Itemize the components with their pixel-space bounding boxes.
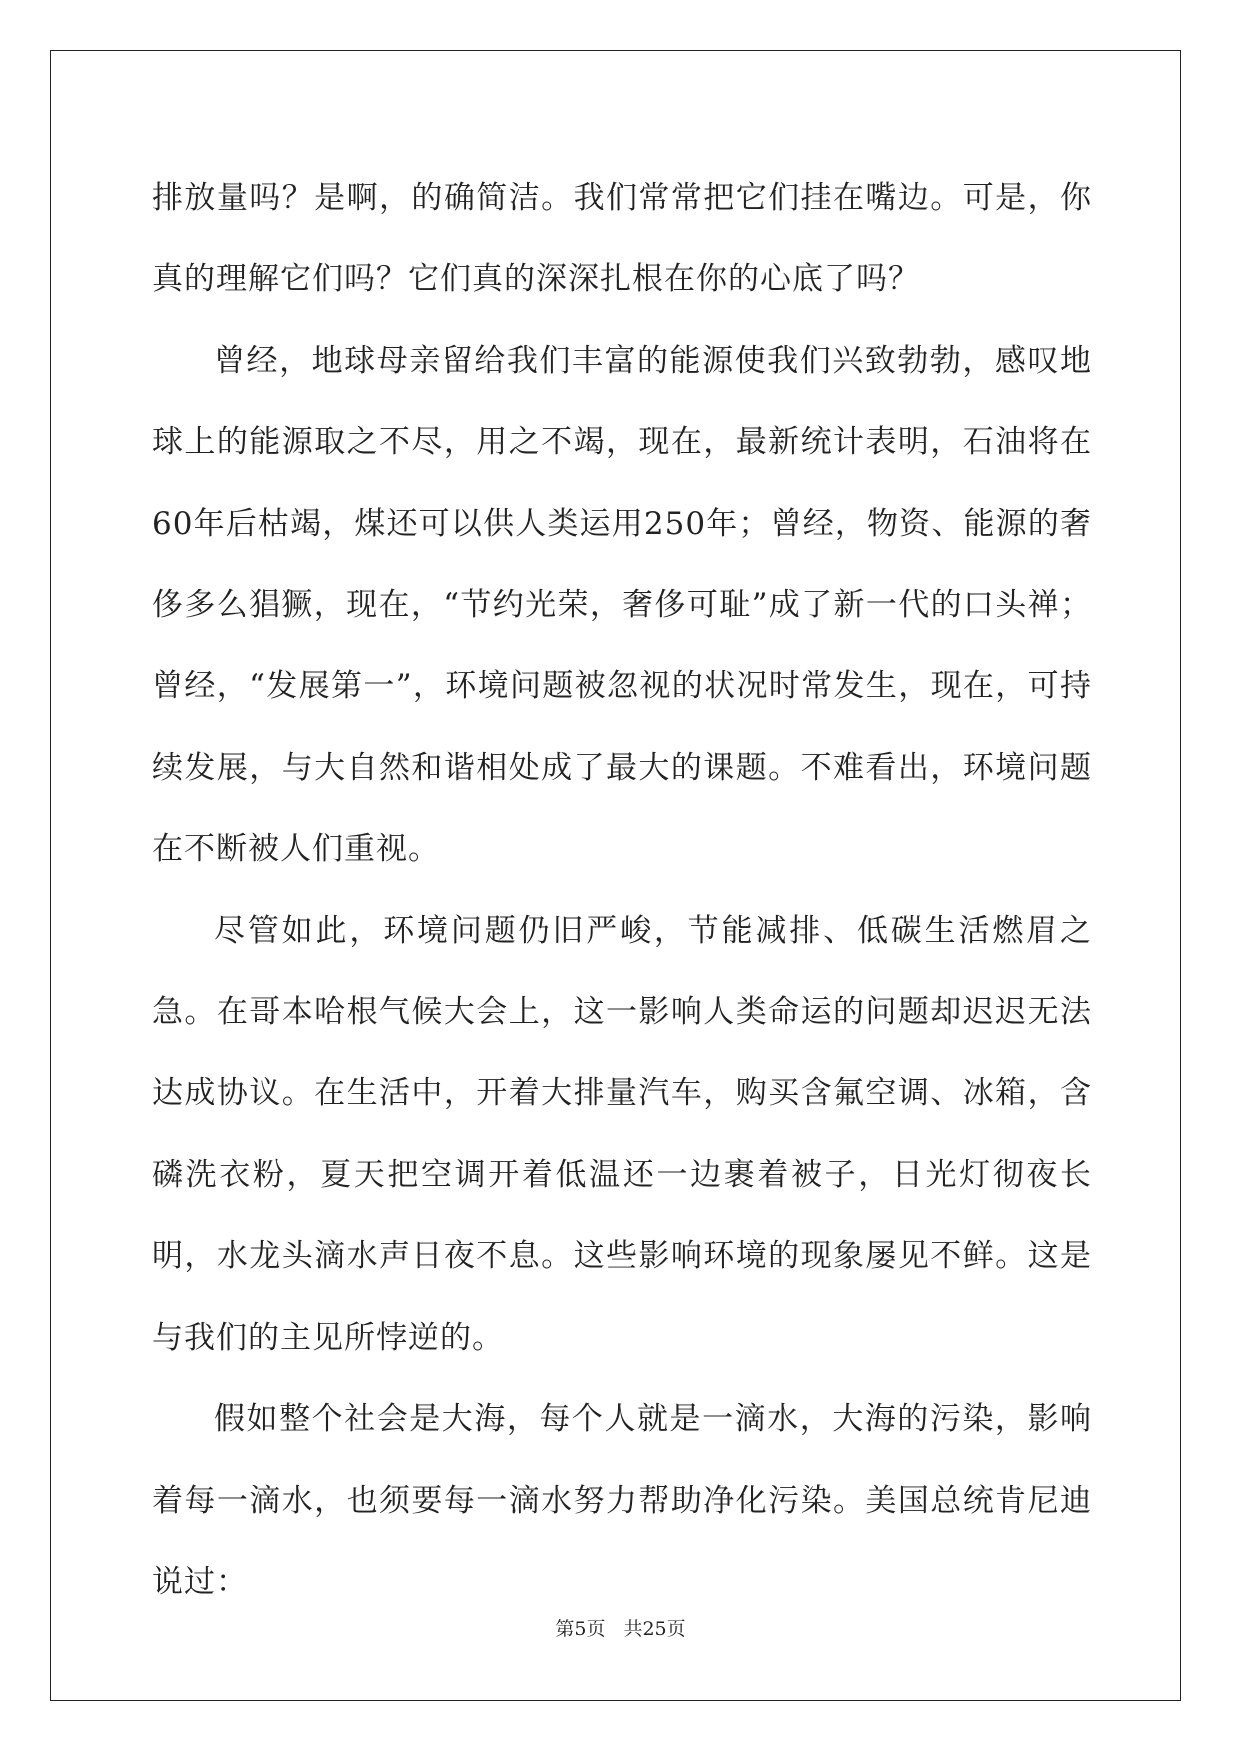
paragraph-1: 排放量吗？是啊，的确简洁。我们常常把它们挂在嘴边。可是，你真的理解它们吗？它们真的深深扎根在你的心底了吗？ xyxy=(152,180,1092,298)
current-page-number: 第5页 xyxy=(555,1618,606,1640)
page-footer xyxy=(0,1614,1241,1641)
total-page-count: 共25页 xyxy=(623,1618,686,1640)
paragraph-3: 尽管如此，环境问题仍旧严峻，节能减排、低碳生活燃眉之急。在哥本哈根气候大会上，这一影响人类命运的问题却迟迟无法达成协议。在生活中，开着大排量汽车，购买含氟空调、冰箱，含磷洗衣粉，夏天把空调开着低温还一边裹着被子，日光灯彻夜长明，水龙头滴水声日夜不息。这些影响环境的现象屡见不鲜。这是与我们的主见所悖逆的。 xyxy=(152,912,1092,1356)
paragraph-2: 曾经，地球母亲留给我们丰富的能源使我们兴致勃勃，感叹地球上的能源取之不尽，用之不竭，现在，最新统计表明，石油将在60年后枯竭，煤还可以供人类运用250年；曾经，物资、能源的奢侈多么猖獗，现在，“节约光荣，奢侈可耻”成了新一代的口头禅；曾经，“发展第一”，环境问题被忽视的状况时常发生，现在，可持续发展，与大自然和谐相处成了最大的课题。不难看出，环境问题在不断被人们重视。 xyxy=(152,342,1092,868)
document-body xyxy=(152,158,1092,1623)
paragraph-4: 假如整个社会是大海，每个人就是一滴水，大海的污染，影响着每一滴水，也须要每一滴水努力帮助净化污染。美国总统肯尼迪说过： xyxy=(152,1401,1092,1600)
